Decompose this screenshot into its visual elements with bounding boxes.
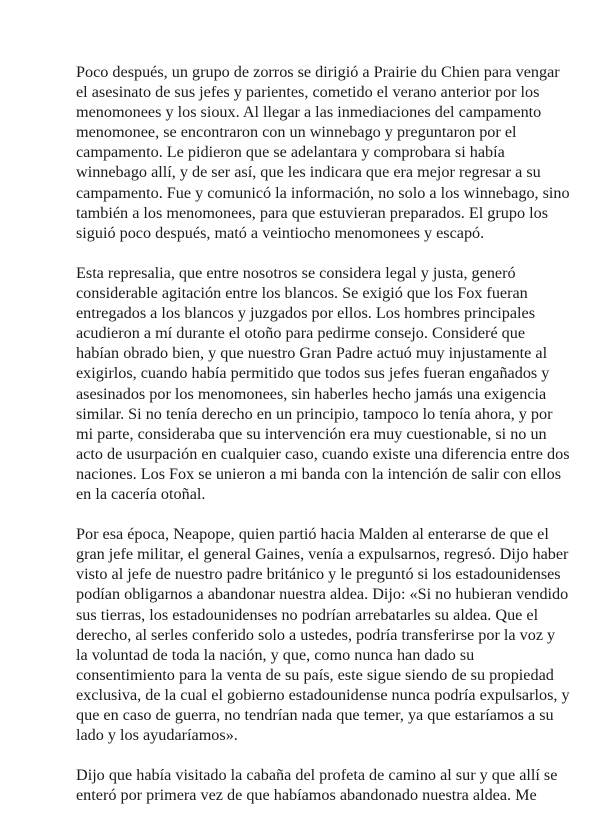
text-line: Poco después, un grupo de zorros se dirigió a Prairie du Chien para vengar xyxy=(76,63,560,81)
paragraph-1 xyxy=(76,62,600,243)
text-line: campamento. Fue y comunicó la información, no solo a los winnebago, sino xyxy=(76,183,570,202)
text-line: en la cacería otoñal. xyxy=(76,484,206,503)
text-line: winnebago allí, y de ser así, que les indicara que era mejor regresar a su xyxy=(76,163,541,182)
text-line: gran jefe militar, el general Gaines, venía a expulsarnos, regresó. Dijo haber xyxy=(76,545,569,564)
text-line: sus tierras, los estadounidenses no podrían arrebatarles su aldea. Que el xyxy=(76,605,539,624)
text-line: acto de usurpación en cualquier caso, cuando existe una diferencia entre dos xyxy=(76,444,570,463)
paragraph-4 xyxy=(76,765,600,805)
text-line: naciones. Los Fox se unieron a mi banda con la intención de salir con ellos xyxy=(76,464,562,483)
text-line: acudieron a mí durante el otoño para pedirme consejo. Consideré que xyxy=(76,324,526,343)
text-line: también a los menomonees, para que estuvieran preparados. El grupo los xyxy=(76,203,548,222)
text-line: asesinados por los menomonees, sin haberles hecho jamás una exigencia xyxy=(76,384,547,403)
text-line: podían obligarnos a abandonar nuestra aldea. Dijo: «Si no hubieran vendido xyxy=(76,585,569,604)
paragraph-3 xyxy=(76,524,600,745)
text-line: habían obrado bien, y que nuestro Gran Padre actuó muy injustamente al xyxy=(76,344,548,363)
text-line: enteró por primera vez de que habíamos abandonado nuestra aldea. Me xyxy=(76,786,537,805)
text-line: mi parte, consideraba que su intervención era muy cuestionable, si no un xyxy=(76,424,547,443)
text-line: visto al jefe de nuestro padre británico y le preguntó si los estadounidenses xyxy=(76,565,561,584)
text-line: derecho, al serles conferido solo a ustedes, podría transferirse por la voz y xyxy=(76,625,556,644)
text-line: que en caso de guerra, no tendrían nada que temer, ya que estaríamos a su xyxy=(76,706,554,724)
document-body xyxy=(76,62,600,826)
text-line: Esta represalia, que entre nosotros se considera legal y justa, generó xyxy=(76,263,516,282)
text-line: consentimiento para la venta de su país, este sigue siendo de su propiedad xyxy=(76,665,554,684)
text-line: menomonee, se encontraron con un winnebago y preguntaron por el xyxy=(76,123,517,142)
text-line: campamento. Le pidieron que se adelantara y comprobara si había xyxy=(76,143,505,162)
text-line: exigirlos, cuando había permitido que todos sus jefes fueran engañados y xyxy=(76,364,550,383)
text-line: exclusiva, de la cual el gobierno estadounidense nunca podría expulsarlos, y xyxy=(76,685,570,704)
text-line: Por esa época, Neapope, quien partió hacia Malden al enterarse de que el xyxy=(76,525,549,544)
text-line: siguió poco después, mató a veintiocho menomonees y escapó. xyxy=(76,223,485,242)
text-line: entregados a los blancos y juzgados por ellos. Los hombres principales xyxy=(76,304,535,323)
paragraph-2 xyxy=(76,263,600,504)
text-line: la voluntad de toda la nación, y que, como nunca han dado su xyxy=(76,645,475,664)
text-line: lado y los ayudaríamos». xyxy=(76,726,238,745)
text-line: Dijo que había visitado la cabaña del profeta de camino al sur y que allí se xyxy=(76,766,558,785)
text-line: considerable agitación entre los blancos. Se exigió que los Fox fueran xyxy=(76,284,528,303)
text-line: menomonees y los sioux. Al llegar a las inmediaciones del campamento xyxy=(76,103,542,122)
text-line: similar. Si no tenía derecho en un principio, tampoco lo tenía ahora, y por xyxy=(76,404,553,423)
text-line: el asesinato de sus jefes y parientes, cometido el verano anterior por los xyxy=(76,83,540,102)
